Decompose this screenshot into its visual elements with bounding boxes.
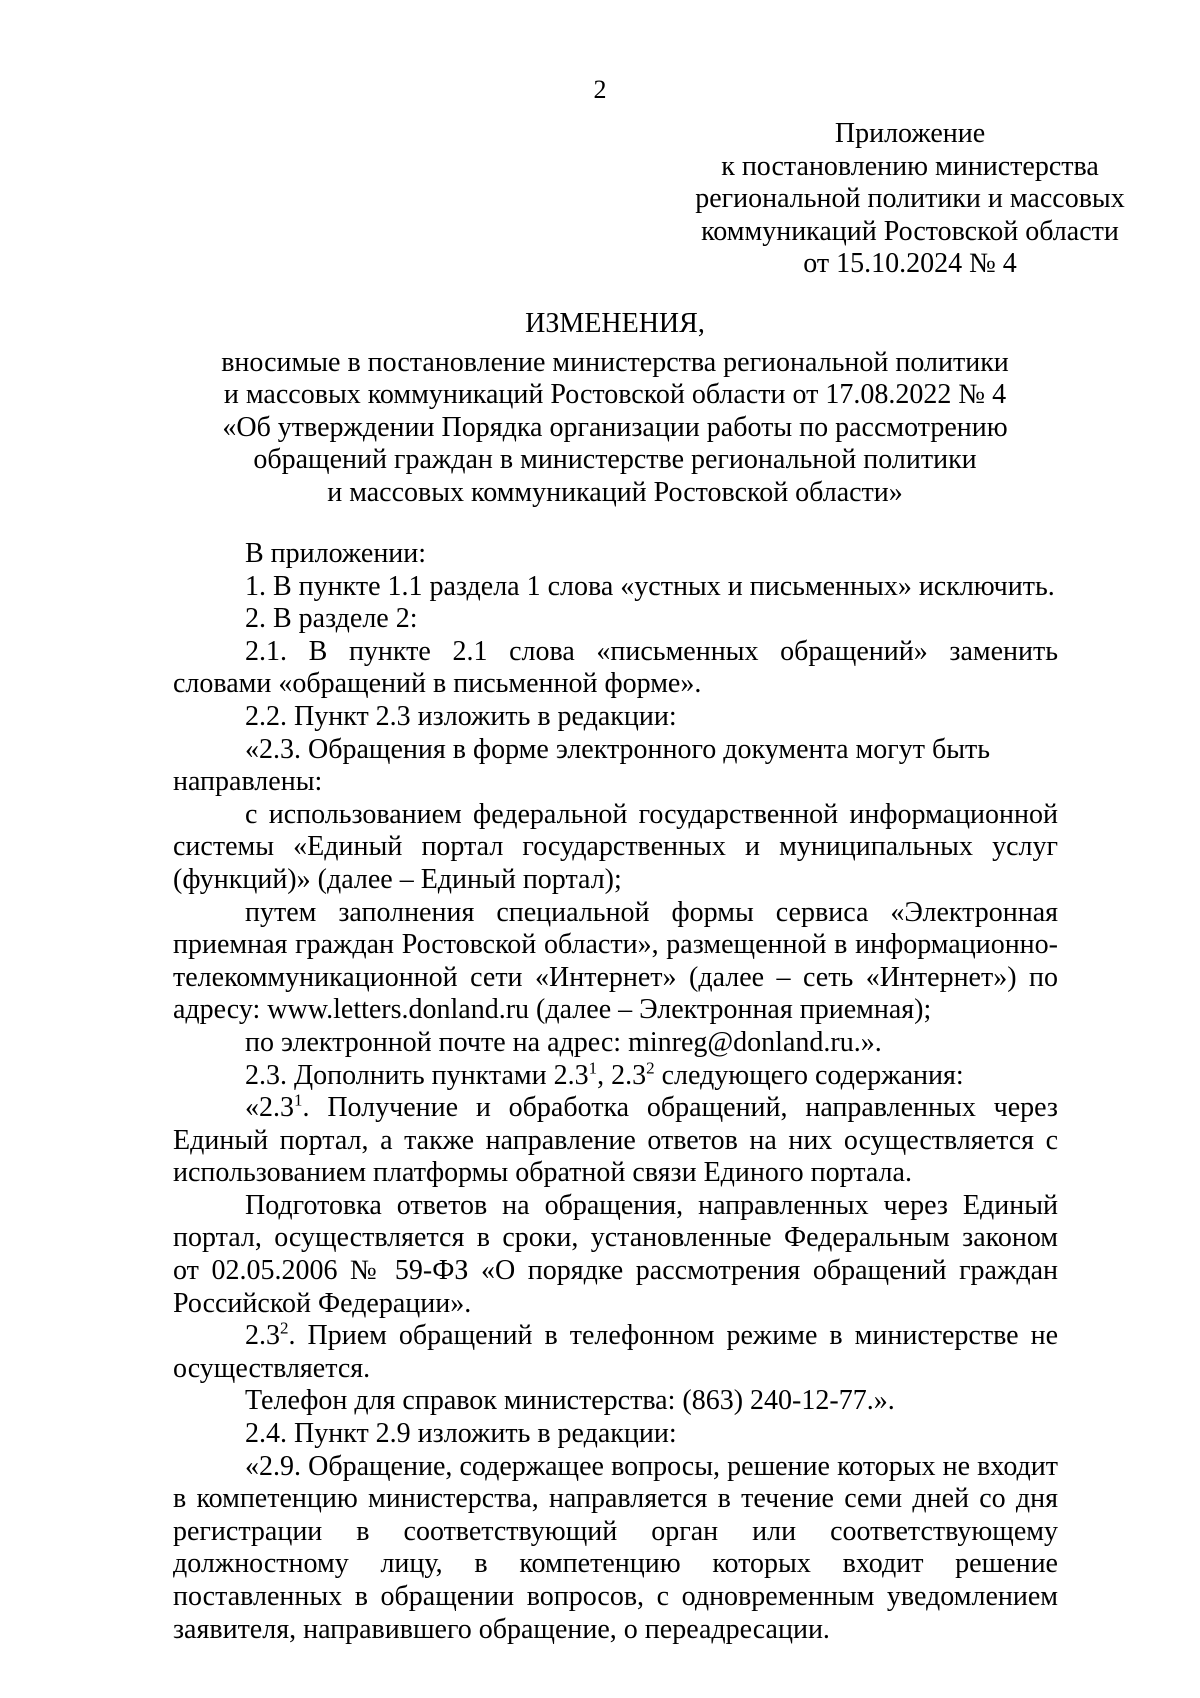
- text-run: . Прием обращений в телефонном режиме в министерстве не осуществляется.: [173, 1320, 1058, 1384]
- appendix-line: коммуникаций Ростовской области: [701, 215, 1119, 247]
- paragraph: Подготовка ответов на обращения, направленных через Единый портал, осуществляется в сроки, установленные Федеральным законом от 02.05.2006 № 59-ФЗ «О порядке рассмотрения обращений граждан Российской Федерации».: [173, 1189, 1058, 1319]
- paragraph: [173, 1060, 1058, 1093]
- paragraph: [173, 1320, 1058, 1385]
- appendix-line: Приложение: [834, 118, 986, 149]
- paragraph: 2. В разделе 2:: [245, 603, 418, 635]
- appendix-line: к постановлению министерства: [721, 150, 1099, 182]
- title-main: ИЗМЕНЕНИЯ,: [525, 308, 705, 339]
- text-run: . Получение и обработка обращений, направленных через Единый портал, а также направление ответов на них осуществляется с использованием платформы обратной связи Единого портала.: [173, 1092, 1058, 1189]
- appendix-line: региональной политики и массовых: [695, 183, 1125, 214]
- document-title: [170, 308, 1060, 509]
- superscript: 2: [280, 1318, 289, 1338]
- title-line: вносимые в постановление министерства региональной политики: [221, 346, 1009, 378]
- paragraph: 2.2. Пункт 2.3 изложить в редакции:: [245, 700, 677, 732]
- paragraph: «2.3. Обращения в форме электронного документа могут быть направлены:: [173, 733, 991, 798]
- paragraph: 2.1. В пункте 2.1 слова «письменных обращений» заменить словами «обращений в письменной форме».: [173, 635, 1058, 700]
- text-run: 2.3. Дополнить пунктами 2.3: [245, 1059, 589, 1091]
- text-run: , 2.3: [597, 1059, 647, 1091]
- paragraph: В приложении:: [245, 538, 427, 569]
- superscript: 1: [588, 1058, 598, 1078]
- title-line: и массовых коммуникаций Ростовской области»: [327, 476, 903, 508]
- superscript: 1: [294, 1090, 303, 1110]
- page-number: 2: [593, 75, 607, 104]
- text-run: следующего содержания:: [654, 1059, 964, 1091]
- paragraph: Телефон для справок министерства: (863) 240-12-77.».: [245, 1385, 895, 1417]
- text-run: «2.3: [245, 1092, 294, 1124]
- title-line: и массовых коммуникаций Ростовской области от 17.08.2022 № 4: [223, 379, 1007, 410]
- paragraph: по электронной почте на адрес: minreg@donland.ru.».: [245, 1026, 882, 1058]
- paragraph: с использованием федеральной государственной информационной системы «Единый портал государственных и муниципальных услуг (функций)» (далее – Единый портал);: [173, 798, 1058, 895]
- appendix-header: [690, 118, 1130, 281]
- appendix-line: от 15.10.2024 № 4: [803, 248, 1017, 279]
- paragraph: 1. В пункте 1.1 раздела 1 слова «устных и письменных» исключить.: [245, 570, 1055, 602]
- paragraph: «2.9. Обращение, содержащее вопросы, решение которых не входит в компетенцию министерства, направляется в течение семи дней со дня регистрации в соответствующий орган или соответствующему должностному лицу, в компетенцию которых входит решение поставленных в обращении вопросов, с одновременным уведомлением заявителя, направившего обращение, о переадресации.: [173, 1450, 1058, 1645]
- paragraph: путем заполнения специальной формы сервиса «Электронная приемная граждан Ростовской области», размещенной в информационно-телекоммуникационной сети «Интернет» (далее – сеть «Интернет») по адресу: www.letters.donland.ru (далее – Электронная приемная);: [173, 896, 1058, 1026]
- title-line: обращений граждан в министерстве региональной политики: [253, 444, 977, 475]
- title-line: «Об утверждении Порядка организации работы по рассмотрению: [222, 411, 1008, 443]
- superscript: 2: [646, 1058, 655, 1078]
- paragraph: [173, 1092, 1058, 1190]
- document-body: [173, 538, 1058, 1646]
- text-run: 2.3: [245, 1320, 280, 1352]
- paragraph: 2.4. Пункт 2.9 изложить в редакции:: [245, 1418, 677, 1450]
